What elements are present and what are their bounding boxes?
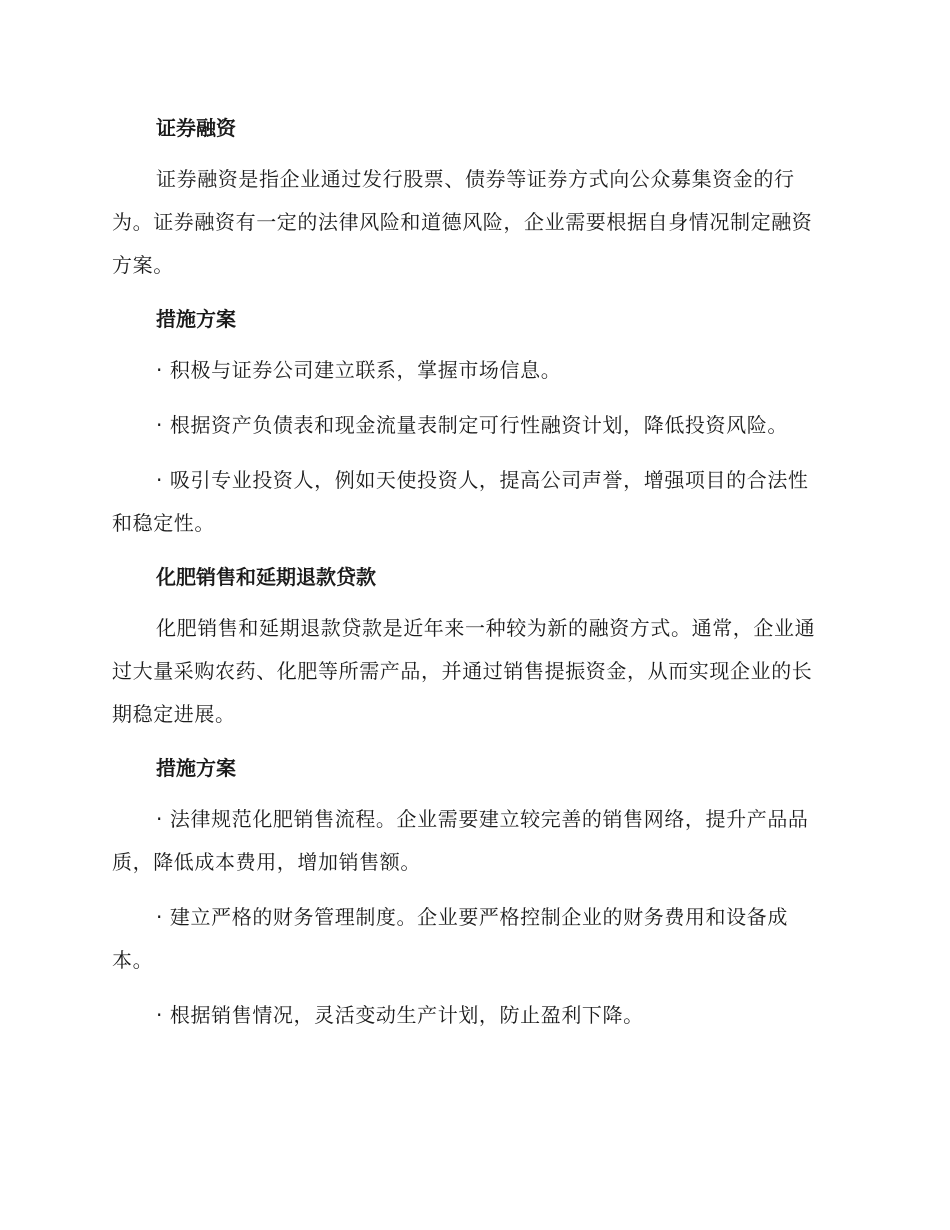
bullet-item: · 积极与证券公司建立联系，掌握市场信息。: [156, 358, 562, 382]
bullet-item: · 根据资产负债表和现金流量表制定可行性融资计划，降低投资风险。: [156, 413, 788, 437]
bullet-item: · 吸引专业投资人，例如天使投资人，提高公司声誉，增强项目的合法性和稳定性。: [112, 468, 809, 535]
measures-heading-2: 措施方案: [156, 756, 236, 780]
measures-heading-1: 措施方案: [156, 307, 236, 331]
section-heading-fertilizer-sales: 化肥销售和延期退款贷款: [156, 565, 376, 589]
bullet-item: · 法律规范化肥销售流程。企业需要建立较完善的销售网络，提升产品品质，降低成本费用，增加销售额。: [112, 807, 809, 874]
document-body: [112, 108, 828, 1049]
bullet-item: · 根据销售情况，灵活变动生产计划，防止盈利下降。: [156, 1003, 644, 1027]
section-heading-securities-financing: 证券融资: [156, 116, 236, 140]
section-paragraph-fertilizer-sales: 化肥销售和延期退款贷款是近年来一种较为新的融资方式。通常，企业通过大量采购农药、化肥等所需产品，并通过销售提振资金，从而实现企业的长期稳定进展。: [112, 616, 816, 726]
section-paragraph-securities-financing: 证券融资是指企业通过发行股票、债券等证券方式向公众募集资金的行为。证券融资有一定的法律风险和道德风险，企业需要根据自身情况制定融资方案。: [112, 167, 813, 277]
bullet-item: · 建立严格的财务管理制度。企业要严格控制企业的财务费用和设备成本。: [112, 905, 788, 972]
